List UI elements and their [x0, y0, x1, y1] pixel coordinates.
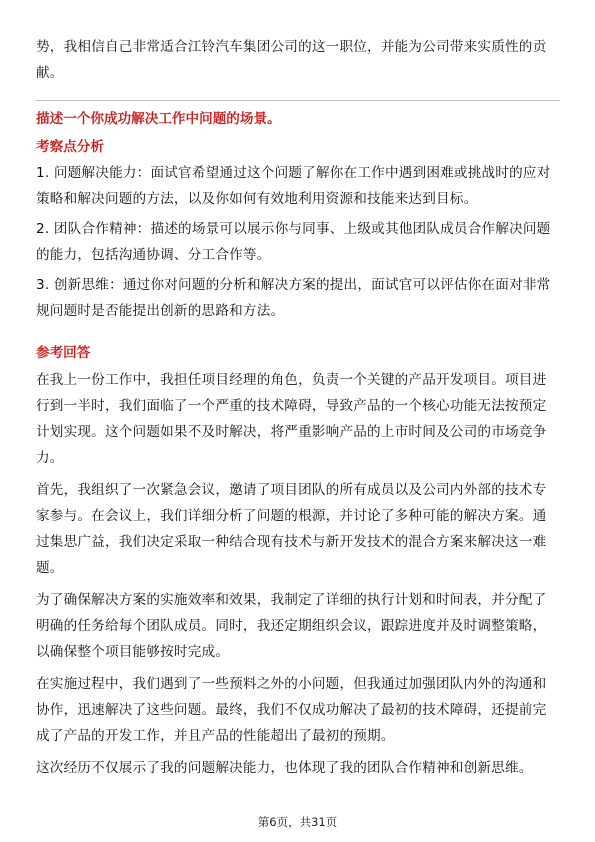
intro-paragraph: [36, 34, 560, 86]
section-divider: [36, 100, 560, 101]
intro-text: 势，我相信自己非常适合江铃汽车集团公司的这一职位，并能为公司带来实质性的贡献。: [36, 39, 547, 81]
analysis-section-header: [36, 134, 104, 160]
analysis-title: 考察点分析: [36, 139, 104, 155]
analysis-point: 2. 团队合作精神：描述的场景可以展示你与同事、上级或其他团队成员合作解决问题的能力，包括沟通协调、分工合作等。: [36, 221, 551, 263]
question-heading: 描述一个你成功解决工作中问题的场景。: [36, 111, 281, 127]
analysis-point: 3. 创新思维：通过你对问题的分析和解决方案的提出，面试官可以评估你在面对非常规问题时是否能提出创新的思路和方法。: [36, 277, 551, 319]
answer-paragraph: 在我上一份工作中，我担任项目经理的角色，负责一个关键的产品开发项目。项目进行到一半时，我们面临了一个严重的技术障碍，导致产品的一个核心功能无法按预定计划实现。这个问题如果不及时解决，将严重影响产品的上市时间及公司的市场竞争力。: [36, 372, 547, 466]
answer-paragraph: 在实施过程中，我们遇到了一些预料之外的小问题，但我通过加强团队内外的沟通和协作，迅速解决了这些问题。最终，我们不仅成功解决了最初的技术障碍，还提前完成了产品的开发工作，并且产品的性能超出了最初的预期。: [36, 676, 547, 744]
answer-body: [36, 367, 560, 787]
answer-paragraph: 这次经历不仅展示了我的问题解决能力，也体现了我的团队合作精神和创新思维。: [36, 760, 533, 776]
analysis-points: [36, 160, 560, 328]
answer-section-header: [36, 340, 90, 366]
page-number: 第6页，共31页: [257, 815, 338, 829]
answer-paragraph: 为了确保解决方案的实施效率和效果，我制定了详细的执行计划和时间表，并分配了明确的任务给每个团队成员。同时，我还定期组织会议，跟踪进度并及时调整策略，以确保整个项目能够按时完成。: [36, 592, 547, 660]
answer-title: 参考回答: [36, 345, 91, 361]
answer-paragraph: 首先，我组织了一次紧急会议，邀请了项目团队的所有成员以及公司内外部的技术专家参与。在会议上，我们详细分析了问题的根源，并讨论了多种可能的解决方案。通过集思广益，我们决定采取一种结合现有技术与新开发技术的混合方案来解决这一难题。: [36, 482, 547, 576]
analysis-point: 1. 问题解决能力：面试官希望通过这个问题了解你在工作中遇到困难或挑战时的应对策略和解决问题的方法，以及你如何有效地利用资源和技能来达到目标。: [36, 165, 551, 207]
